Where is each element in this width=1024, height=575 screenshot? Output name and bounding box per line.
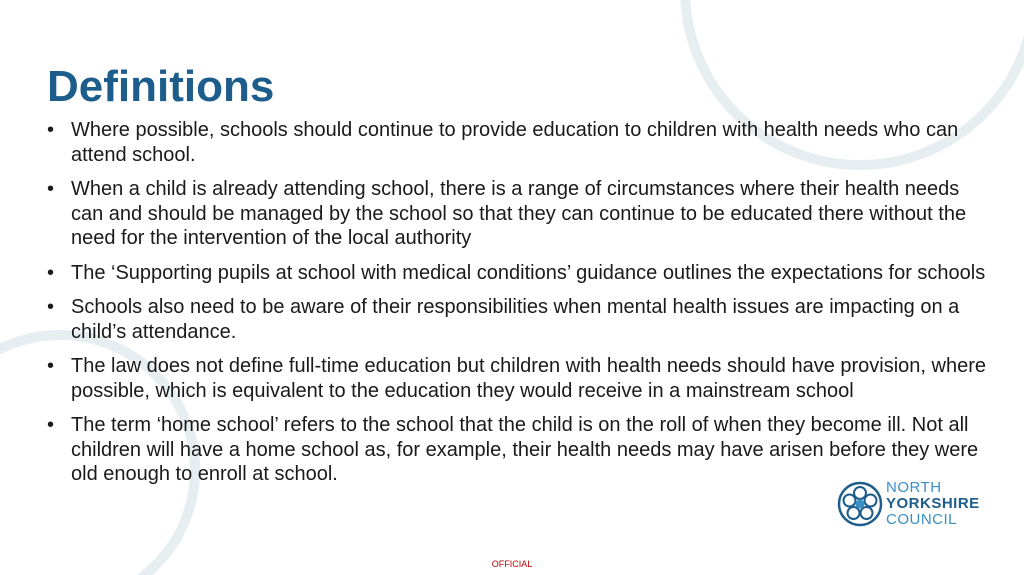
bullet-dot-icon: • — [47, 355, 55, 377]
bullet-dot-icon: • — [47, 414, 55, 436]
bullet-item — [47, 295, 987, 344]
bullet-item — [47, 354, 987, 403]
bullet-dot-icon: • — [47, 296, 55, 318]
bullet-item — [47, 413, 987, 487]
bullet-text: Schools also need to be aware of their responsibilities when mental health issues are impacting on a child’s attendance. — [71, 296, 960, 343]
bullet-item — [47, 261, 987, 286]
logo-text-yorkshire: YORKSHIRE — [886, 495, 980, 512]
slide-title: Definitions — [47, 62, 275, 111]
bullet-text: When a child is already attending school, there is a range of circumstances where their health needs can and should be managed by the school so that they can continue to be educated there without the need for the intervention of the local authority — [71, 178, 967, 249]
bullet-list — [47, 118, 987, 497]
logo-text-north: NORTH — [886, 479, 942, 496]
bullet-item — [47, 177, 987, 251]
bullet-text: The ‘Supporting pupils at school with medical conditions’ guidance outlines the expectations for schools — [71, 261, 986, 284]
bullet-text: Where possible, schools should continue to provide education to children with health needs who can attend school. — [71, 119, 959, 166]
bullet-dot-icon: • — [47, 119, 55, 141]
logo-text-council: COUNCIL — [886, 511, 958, 528]
bullet-text: The law does not define full-time education but children with health needs should have provision, where possible, which is equivalent to the education they would receive in a mainstream school — [71, 355, 986, 402]
bullet-dot-icon: • — [47, 261, 55, 284]
bullet-item — [47, 118, 987, 167]
classification-label: OFFICIAL — [491, 559, 533, 569]
bullet-dot-icon: • — [47, 178, 55, 200]
rose-emblem-icon — [836, 480, 884, 528]
bullet-text: The term ‘home school’ refers to the school that the child is on the roll of when they become ill. Not all children will have a home school as, for example, their health needs may have arisen before they were old enough to enroll at school. — [71, 414, 979, 485]
council-logo — [836, 480, 996, 530]
